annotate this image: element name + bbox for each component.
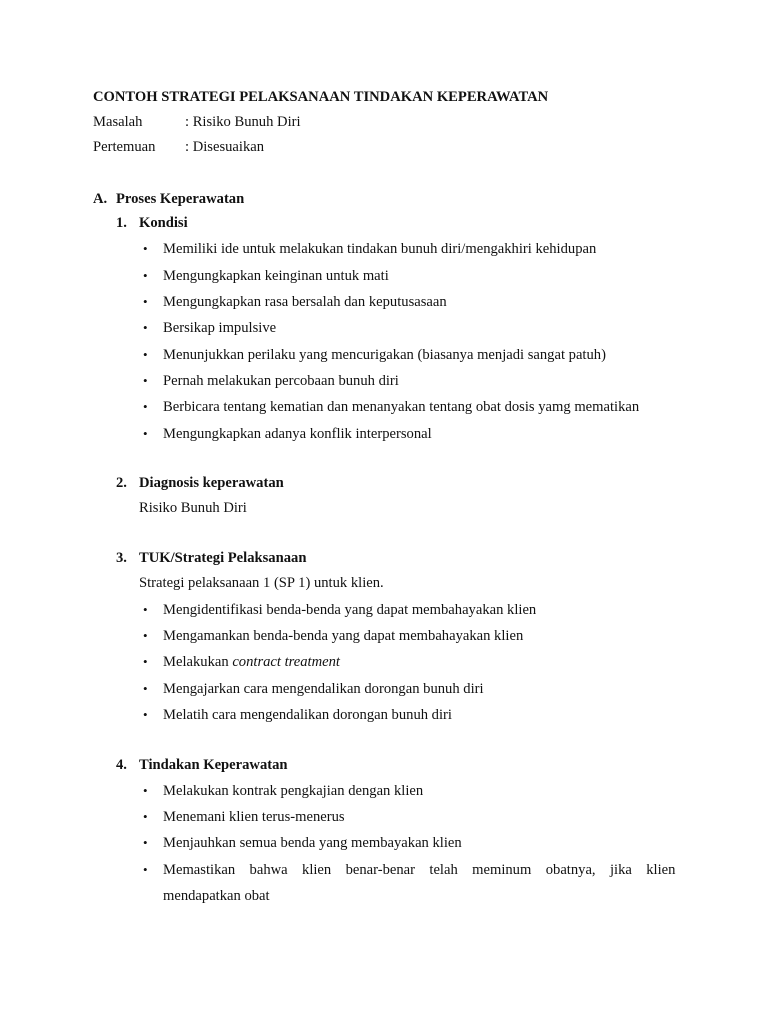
bullet-glyph: • — [143, 294, 148, 309]
tuk-intro: Strategi pelaksanaan 1 (SP 1) untuk klien. — [139, 575, 384, 591]
bullet-glyph: • — [143, 347, 148, 362]
bullet-glyph: • — [143, 426, 148, 441]
tindakan-bullet-1: Melakukan kontrak pengkajian dengan klien — [163, 783, 424, 799]
bullet-glyph: • — [143, 628, 148, 643]
kondisi-bullet-6: Pernah melakukan percobaan bunuh diri — [163, 373, 399, 389]
tuk-title: TUK/Strategi Pelaksanaan — [139, 550, 307, 566]
bullet-glyph: • — [143, 809, 148, 824]
section-a-title: Proses Keperawatan — [116, 191, 245, 207]
tindakan-bullet-4-line-2: mendapatkan obat — [163, 888, 270, 904]
section-a-marker: A. — [93, 191, 108, 207]
bullet-glyph: • — [143, 399, 148, 414]
meta-value-pertemuan: : Disesuaikan — [185, 139, 265, 155]
bullet-glyph: • — [143, 241, 148, 256]
bullet-glyph: • — [143, 373, 148, 388]
kondisi-bullet-8: Mengungkapkan adanya konflik interpersonal — [163, 426, 432, 442]
tuk-bullet-3: Mengajarkan cara mengendalikan dorongan bunuh diri — [163, 681, 484, 697]
tindakan-bullet-3: Menjauhkan semua benda yang membayakan klien — [163, 835, 462, 851]
bullet-glyph: • — [143, 681, 148, 696]
kondisi-bullet-4: Bersikap impulsive — [163, 320, 277, 336]
tuk-bullet-4: Melatih cara mengendalikan dorongan bunuh diri — [163, 707, 452, 723]
bullet-glyph: • — [143, 602, 148, 617]
bullet-glyph: • — [143, 707, 148, 722]
kondisi-bullet-7: Berbicara tentang kematian dan menanyakan tentang obat dosis yamg mematikan — [163, 399, 640, 415]
tindakan-bullet-2: Menemani klien terus-menerus — [163, 809, 345, 825]
meta-value-masalah: : Risiko Bunuh Diri — [185, 114, 301, 130]
kondisi-title: Kondisi — [139, 215, 188, 231]
tindakan-title: Tindakan Keperawatan — [139, 757, 288, 773]
bullet-glyph: • — [143, 320, 148, 335]
kondisi-bullet-2: Mengungkapkan keinginan untuk mati — [163, 268, 389, 284]
tuk-number: 3. — [116, 550, 127, 566]
tuk-bullet-contract — [163, 653, 340, 671]
bullet-glyph: • — [143, 783, 148, 798]
bullet-glyph: • — [143, 835, 148, 850]
kondisi-bullet-1: Memiliki ide untuk melakukan tindakan bunuh diri/mengakhiri kehidupan — [163, 241, 597, 257]
contract-italic: contract treatment — [232, 654, 340, 670]
meta-label-masalah: Masalah — [93, 114, 143, 130]
diagnosis-number: 2. — [116, 475, 127, 491]
bullet-glyph: • — [143, 268, 148, 283]
kondisi-bullet-5: Menunjukkan perilaku yang mencurigakan (biasanya menjadi sangat patuh) — [163, 347, 606, 363]
document-title: CONTOH STRATEGI PELAKSANAAN TINDAKAN KEPERAWATAN — [93, 89, 549, 105]
contract-prefix: Melakukan — [163, 654, 229, 670]
meta-label-pertemuan: Pertemuan — [93, 139, 156, 155]
kondisi-number: 1. — [116, 215, 127, 231]
bullet-glyph: • — [143, 654, 148, 669]
tuk-bullet-2: Mengamankan benda-benda yang dapat membahayakan klien — [163, 628, 524, 644]
diagnosis-text: Risiko Bunuh Diri — [139, 500, 247, 516]
bullet-glyph: • — [143, 862, 148, 877]
kondisi-bullet-3: Mengungkapkan rasa bersalah dan keputusasaan — [163, 294, 447, 310]
tindakan-number: 4. — [116, 757, 127, 773]
tindakan-bullet-4-line-1: Memastikan bahwa klien benar-benar telah meminum obatnya, jika klien — [163, 862, 676, 878]
tuk-bullet-1: Mengidentifikasi benda-benda yang dapat membahayakan klien — [163, 602, 537, 618]
diagnosis-title: Diagnosis keperawatan — [139, 475, 284, 491]
